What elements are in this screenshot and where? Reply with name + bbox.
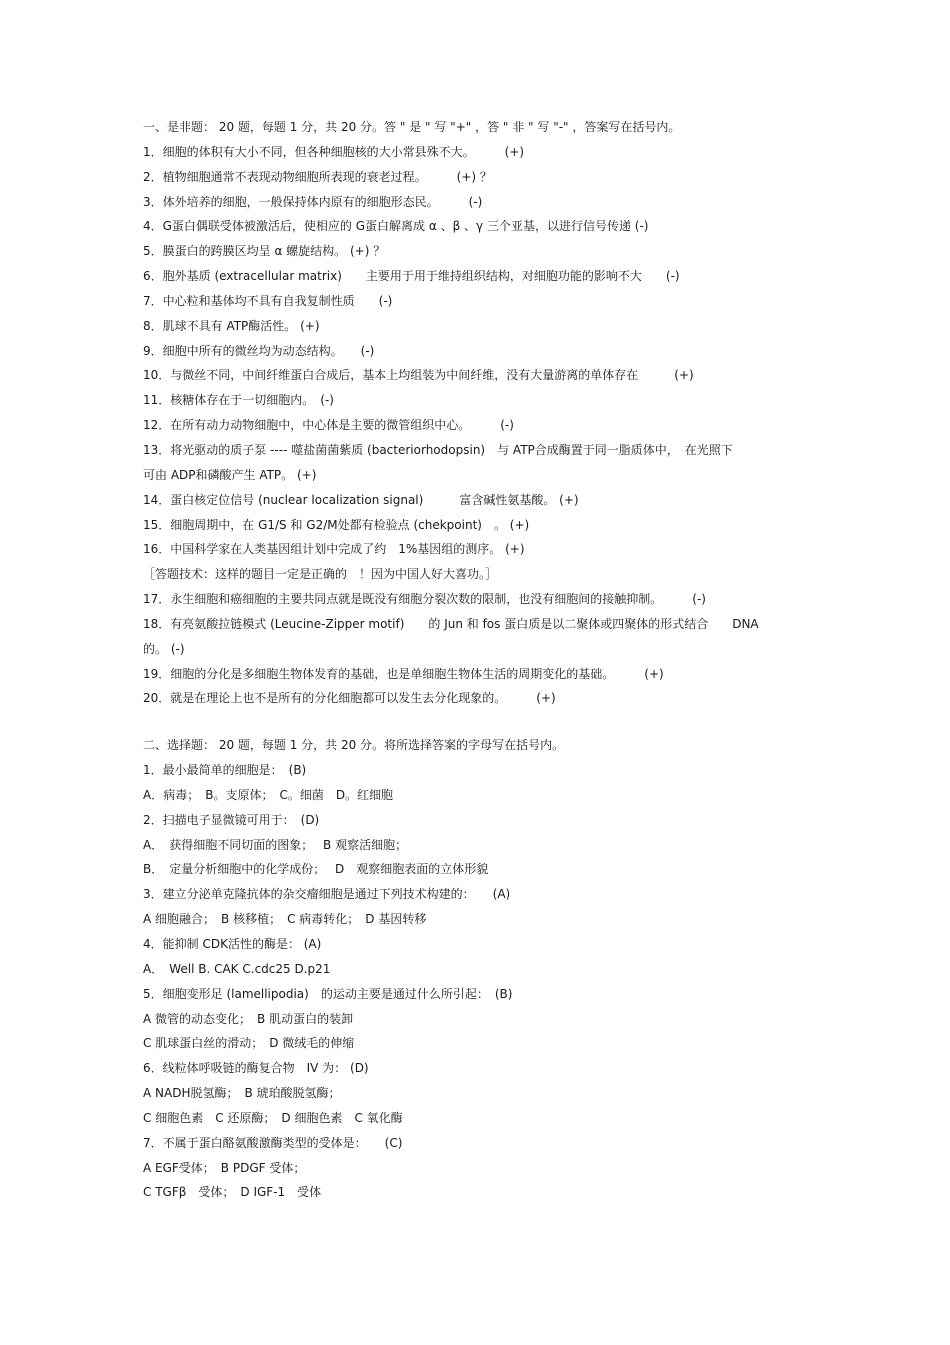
question-line: 5．细胞变形足 (lamellipodia) 的运动主要是通过什么所引起： (B)	[143, 986, 513, 1001]
section2-heading: 二、选择题： 20 题，每题 1 分，共 20 分。将所选择答案的字母写在括号内。	[143, 738, 565, 753]
question-line: 4．能抑制 CDK活性的酶是： (A)	[143, 937, 322, 951]
question-line: 6．线粒体呼吸链的酶复合物 IV 为： (D)	[143, 1061, 369, 1076]
question-line: 1．细胞的体积有大小不同，但各种细胞核的大小常县殊不大。 (+)	[143, 144, 525, 159]
question-line: 7．不属于蛋白酪氨酸激酶类型的受体是： (C)	[143, 1135, 403, 1150]
section1-list	[143, 140, 823, 711]
question-line: A EGF受体； B PDGF 受体；	[143, 1160, 306, 1175]
section2-list	[143, 758, 823, 1205]
section1-heading: 一、是非题： 20 题，每题 1 分，共 20 分。答 " 是 " 写 "+" ，答 " 非 " 写 "-" ，答案写在括号内。	[143, 120, 681, 134]
question-line: 16．中国科学家在人类基因组计划中完成了约 1%基因组的测序。 (+)	[143, 542, 525, 557]
question-line: 9．细胞中所有的微丝均为动态结构。 (-)	[143, 343, 375, 358]
question-line: 6．胞外基质 (extracellular matrix) 主要用于用于维持组织结构，对细胞功能的影响不大 (-)	[143, 269, 680, 284]
question-line: 可由 ADP和磷酸产生 ATP。 (+)	[143, 467, 317, 482]
section-spacer	[143, 711, 823, 733]
question-line: 14．蛋白核定位信号 (nuclear localization signal) 富含碱性氨基酸。 (+)	[143, 492, 579, 507]
question-line: 的。 (-)	[143, 641, 185, 656]
question-line: 2．扫描电子显微镜可用于： (D)	[143, 812, 320, 827]
question-line: 10．与微丝不同，中间纤维蛋白合成后，基本上均组装为中间纤维，没有大量游离的单体存在 (+)	[143, 368, 694, 383]
question-line: 11．核糖体存在于一切细胞内。 (-)	[143, 393, 334, 408]
question-line: C TGFβ 受体； D IGF-1 受体	[143, 1185, 322, 1200]
question-line: 20．就是在理论上也不是所有的分化细胞都可以发生去分化现象的。 (+)	[143, 691, 556, 706]
question-line: 15．细胞周期中，在 G1/S 和 G2/M处都有检验点 (chekpoint) 。 (+)	[143, 517, 530, 532]
question-line: 4．G蛋白偶联受体被激活后，使相应的 G蛋白解离成 α 、β 、γ 三个亚基，以进行信号传递 (-)	[143, 219, 649, 234]
question-line: A． 获得细胞不同切面的图象； B 观察活细胞；	[143, 837, 408, 852]
question-line: 13．将光驱动的质子泵 ---- 噬盐菌菌紫质 (bacteriorhodopsin) 与 ATP合成酶置于同一脂质体中， 在光照下	[143, 442, 733, 457]
question-line: 12．在所有动力动物细胞中，中心体是主要的微管组织中心。 (-)	[143, 418, 514, 433]
question-line: 7．中心粒和基体均不具有自我复制性质 (-)	[143, 293, 393, 308]
question-line: A NADH脱氢酶； B 琥珀酸脱氢酶；	[143, 1086, 341, 1101]
question-line: 19．细胞的分化是多细胞生物体发育的基础，也是单细胞生物体生活的周期变化的基础。 (+)	[143, 666, 664, 681]
question-line: 3．体外培养的细胞，一般保持体内原有的细胞形态民。 (-)	[143, 194, 483, 209]
question-line: A 微管的动态变化； B 肌动蛋白的装卸	[143, 1011, 354, 1026]
question-line: ［答题技术：这样的题目一定是正确的 ！因为中国人好大喜功。］	[143, 567, 498, 582]
question-line: B． 定量分析细胞中的化学成份； D 观察细胞表面的立体形貌	[143, 862, 489, 877]
question-line: 17．永生细胞和癌细胞的主要共同点就是既没有细胞分裂次数的限制，也没有细胞间的接触抑制。 (-)	[143, 592, 706, 607]
question-line: 8．肌球不具有 ATP酶活性。 (+)	[143, 318, 320, 333]
question-line: 2．植物细胞通常不表现动物细胞所表现的衰老过程。 (+) ？	[143, 169, 492, 184]
question-line: 5．膜蛋白的跨膜区均呈 α 螺旋结构。 (+) ？	[143, 244, 386, 259]
question-line: 18．有亮氨酸拉链模式 (Leucine-Zipper motif) 的 Jun 和 fos 蛋白质是以二聚体或四聚体的形式结合 DNA	[143, 616, 759, 631]
question-line: 1．最小最简单的细胞是： (B)	[143, 763, 307, 778]
question-line: A． Well B. CAK C.cdc25 D.p21	[143, 961, 331, 976]
question-line: A．病毒； B。支原体； C。细菌 D。红细胞	[143, 787, 394, 802]
question-line: A 细胞融合； B 核移植； C 病毒转化； D 基因转移	[143, 912, 427, 927]
question-line: C 细胞色素 C 还原酶； D 细胞色素 C 氧化酶	[143, 1110, 403, 1125]
question-line: 3．建立分泌单克隆抗体的杂交瘤细胞是通过下列技术构建的： (A)	[143, 887, 511, 902]
document-body	[143, 115, 823, 1205]
question-line: C 肌球蛋白丝的滑动； D 微绒毛的伸缩	[143, 1036, 355, 1051]
